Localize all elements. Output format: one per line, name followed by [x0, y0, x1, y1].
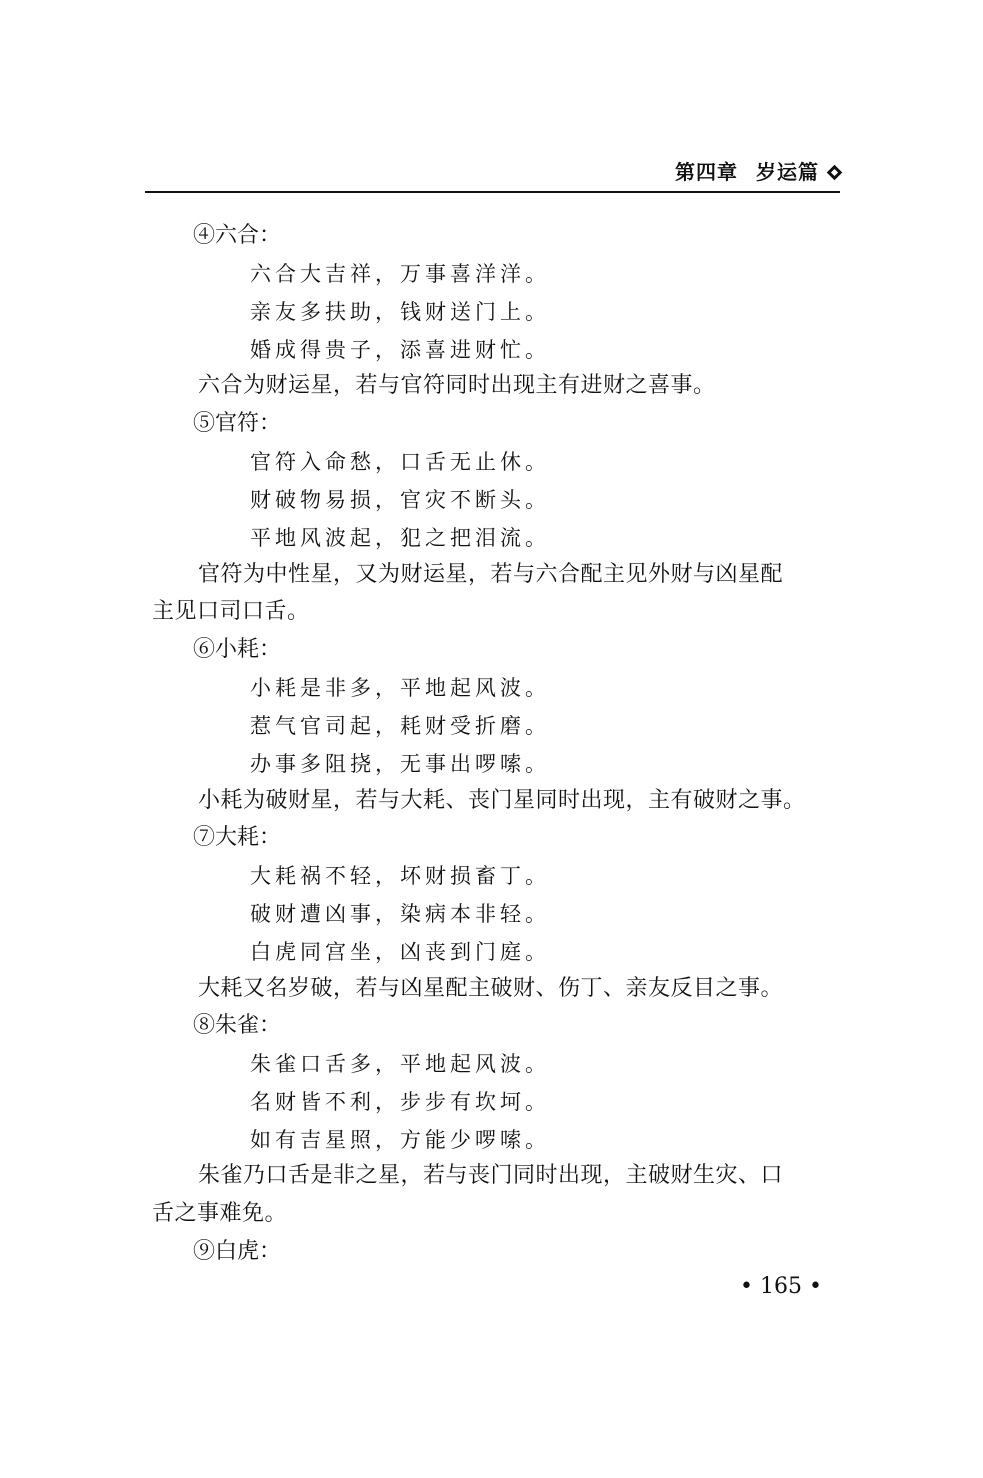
verse-line: 官符入命愁，口舌无止休。: [250, 450, 550, 474]
verse-line: 办事多阻挠，无事出啰嗦。: [250, 752, 550, 776]
verse-line: 白虎同宫坐，凶丧到门庭。: [250, 940, 550, 964]
paragraph-line: 朱雀乃口舌是非之星，若与丧门同时出现，主破财生灾、口: [198, 1163, 784, 1188]
verse-line: 名财皆不利，步步有坎坷。: [250, 1090, 550, 1114]
verse-line: 朱雀口舌多，平地起风波。: [250, 1052, 550, 1076]
diamond-icon: [827, 165, 843, 181]
verse-line: 平地风波起，犯之把泪流。: [250, 526, 550, 550]
header-rule: [145, 191, 840, 193]
paragraph-line: 大耗又名岁破，若与凶星配主破财、伤丁、亲友反目之事。: [198, 976, 784, 1001]
page-number: • 165 •: [740, 1274, 822, 1299]
verse-line: 婚成得贵子，添喜进财忙。: [250, 338, 550, 362]
verse-line: 亲友多扶助，钱财送门上。: [250, 300, 550, 324]
paragraph-line: 官符为中性星，又为财运星，若与六合配主见外财与凶星配: [198, 562, 784, 587]
paragraph-line: 主见口司口舌。: [152, 599, 310, 624]
verse-line: 大耗祸不轻，坏财损畜丁。: [250, 864, 550, 888]
section-label: 岁运篇: [756, 160, 819, 184]
verse-line: 惹气官司起，耗财受折磨。: [250, 714, 550, 738]
verse-line: 六合大吉祥，万事喜洋洋。: [250, 262, 550, 286]
chapter-label: 第四章: [675, 160, 738, 184]
paragraph-line: 六合为财运星，若与官符同时出现主有进财之喜事。: [198, 373, 716, 398]
verse-line: 破财遭凶事，染病本非轻。: [250, 902, 550, 926]
paragraph-line: 舌之事难免。: [152, 1201, 288, 1226]
verse-line: 小耗是非多，平地起风波。: [250, 676, 550, 700]
heading-dahao: ⑦大耗：: [193, 825, 282, 850]
heading-baihu: ⑨白虎：: [193, 1239, 282, 1264]
paragraph-line: 小耗为破财星，若与大耗、丧门星同时出现，主有破财之事。: [198, 788, 806, 813]
heading-guanfu: ⑤官符：: [193, 411, 282, 436]
heading-xiaohao: ⑥小耗：: [193, 637, 282, 662]
verse-line: 如有吉星照，方能少啰嗦。: [250, 1128, 550, 1152]
running-header: [590, 156, 840, 186]
heading-liuhe: ④六合：: [193, 223, 282, 248]
heading-zhuque: ⑧朱雀：: [193, 1013, 282, 1038]
verse-line: 财破物易损，官灾不断头。: [250, 488, 550, 512]
